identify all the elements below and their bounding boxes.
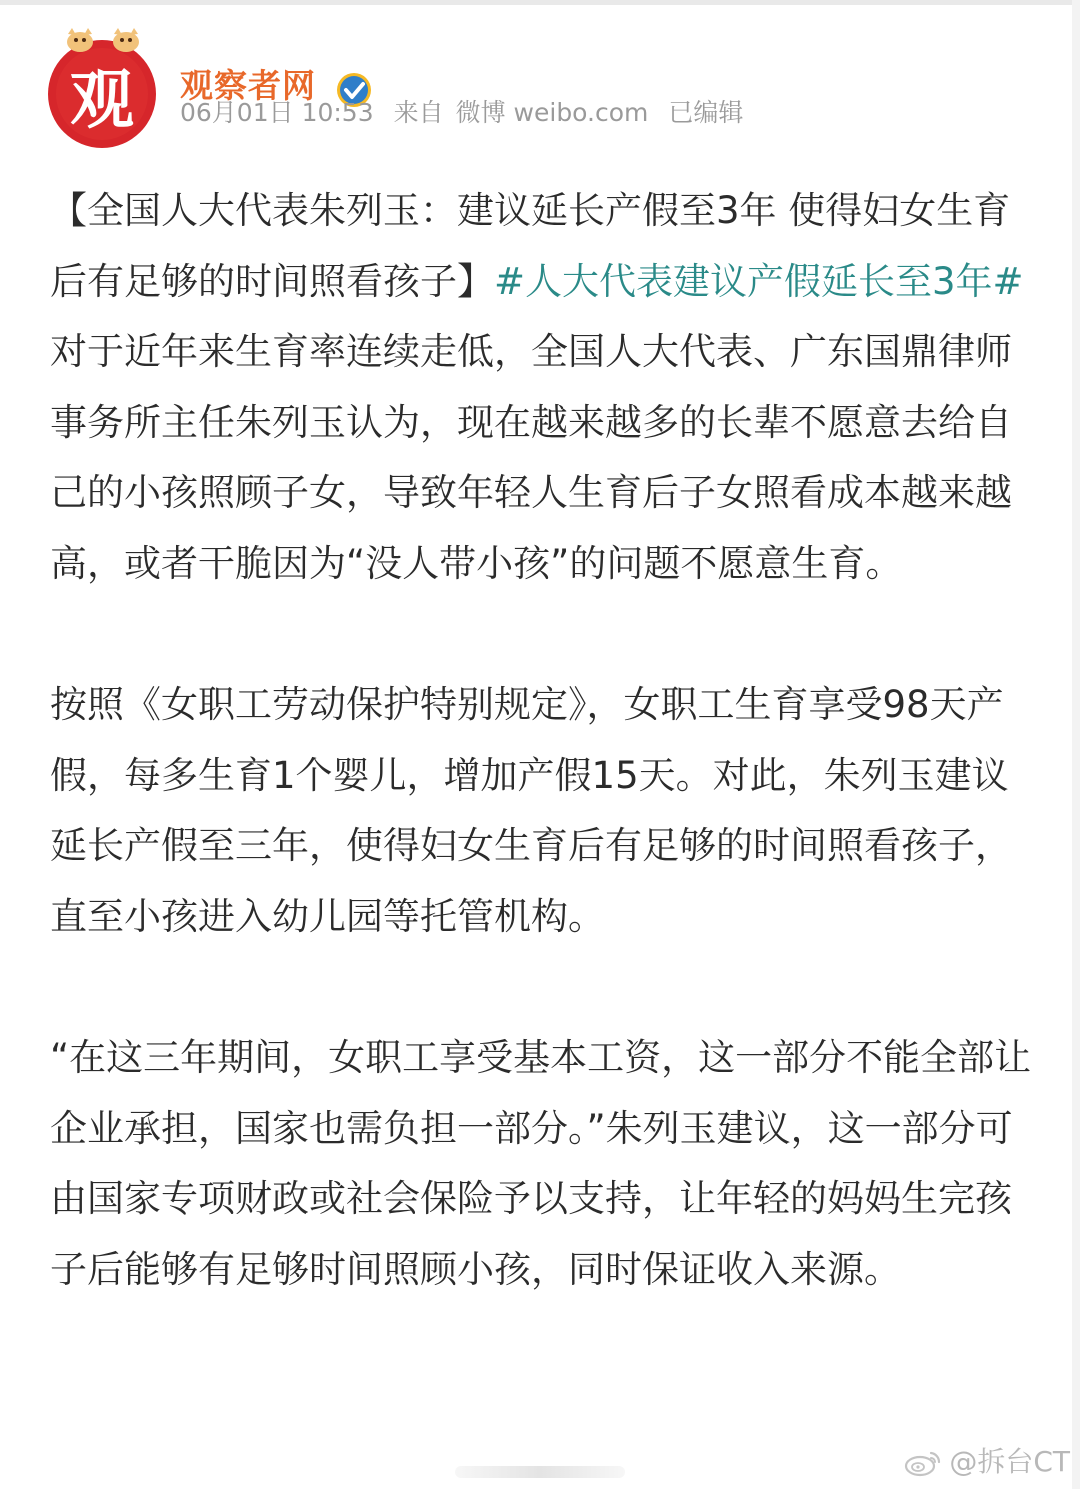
post-meta (180, 96, 755, 130)
weibo-logo-icon (903, 1449, 943, 1477)
topic-hashtag-link[interactable]: #人大代表建议产假延长至3年# (494, 259, 1024, 303)
paragraph-1 (50, 176, 1035, 599)
paragraph-3: “在这三年期间，女职工享受基本工资，这一部分不能全部让企业承担，国家也需负担一部分。”朱列玉建议，这一部分可由国家专项财政或社会保险予以支持，让年轻的妈妈生完孩子后能够有足够时间照顾小孩，同时保证收入来源。 (50, 1036, 1032, 1291)
home-indicator-bar (455, 1466, 625, 1478)
avatar-logo-icon (46, 28, 158, 150)
edited-label[interactable]: 已编辑 (668, 98, 744, 127)
watermark (903, 1444, 1070, 1480)
post-content (50, 176, 1035, 1305)
avatar-text: 观 (70, 64, 134, 138)
paragraph-2: 按照《女职工劳动保护特别规定》，女职工生育享受98天产假，每多生育1个婴儿，增加产假15天。对此，朱列玉建议延长产假至三年，使得妇女生育后有足够的时间照看孩子，直至小孩进入幼儿园等托管机构。 (50, 683, 1012, 938)
top-divider (0, 0, 1080, 5)
post-header (46, 28, 1026, 152)
post-headline: 【全国人大代表朱列玉：建议延长产假至3年 使得妇女生育后有足够的时间照看孩子】 (50, 189, 1011, 303)
watermark-text: @拆台CT (949, 1445, 1070, 1478)
paragraph-1-text: 对于近年来生育率连续走低，全国人大代表、广东国鼎律师事务所主任朱列玉认为，现在越来越多的长辈不愿意去给自己的小孩照顾子女，导致年轻人生育后子女照看成本越来越高，或者干脆因为“没人带小孩”的问题不愿意生育。 (50, 330, 1012, 585)
post-timestamp[interactable]: 06月01日 10:53 (180, 98, 374, 127)
right-edge-shadow (1072, 0, 1080, 1489)
post-source: 微博 weibo.com (455, 98, 649, 127)
avatar[interactable] (46, 28, 158, 150)
author-name[interactable]: 观察者网 (180, 66, 316, 105)
source-prefix: 来自 (393, 98, 444, 127)
